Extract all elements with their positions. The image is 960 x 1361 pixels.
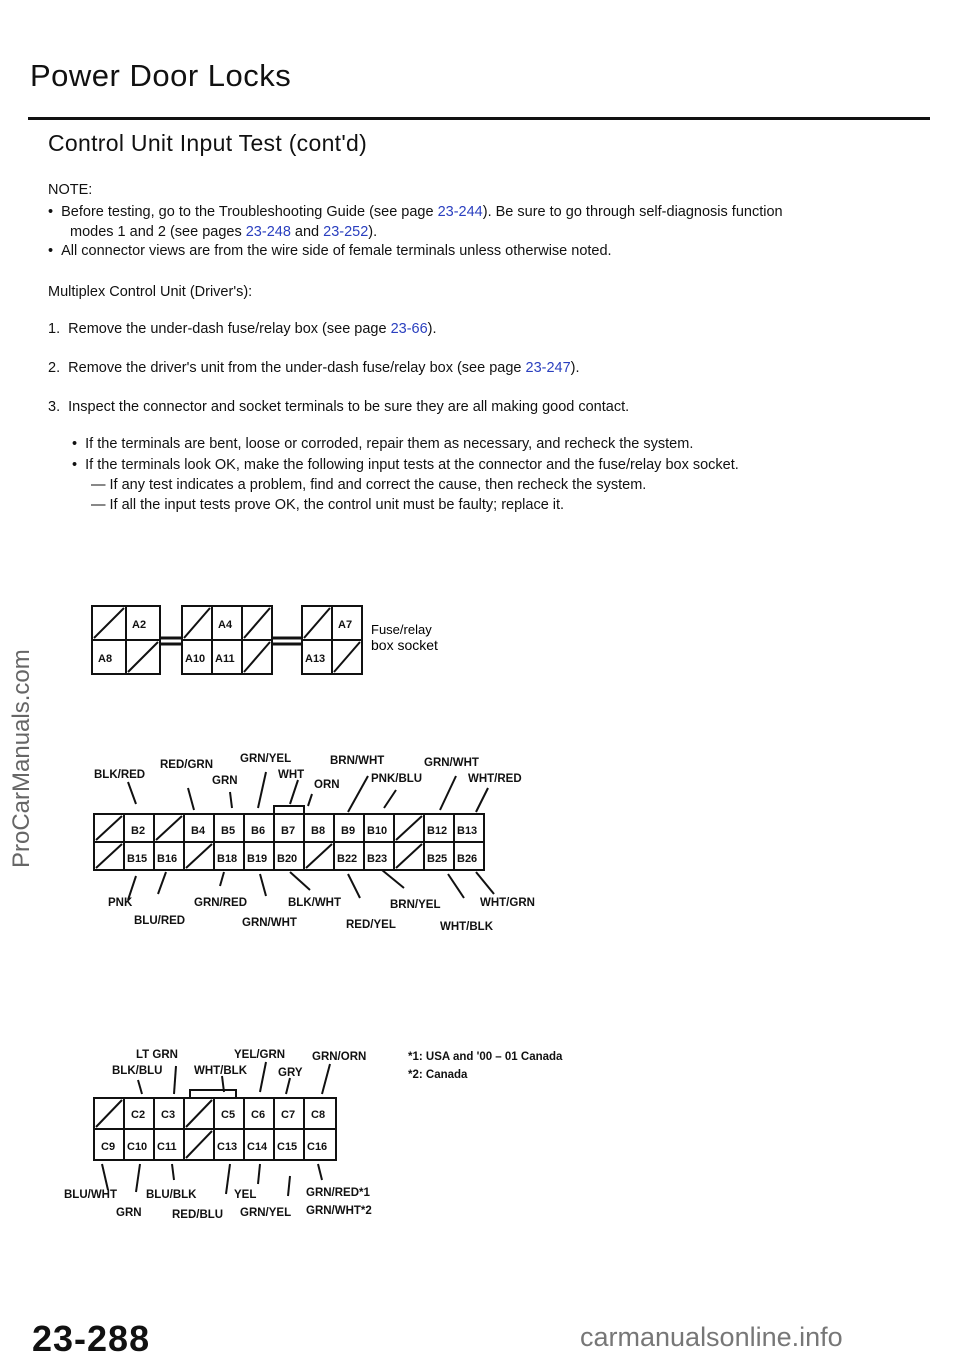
pin-A11: A11 bbox=[215, 653, 235, 665]
note-b1-text-2: ). Be sure to go through self-diagnosis function bbox=[482, 204, 783, 220]
connector-c-diagram bbox=[60, 1040, 620, 1225]
wire-label: BLU/WHT bbox=[64, 1189, 118, 1201]
note-b1-line2-text: modes 1 and 2 (see pages bbox=[70, 224, 246, 240]
pin-A13: A13 bbox=[305, 653, 326, 665]
pin-B2: B2 bbox=[131, 825, 146, 837]
step-2-end: ). bbox=[570, 360, 580, 376]
wire-label: GRN bbox=[116, 1207, 142, 1219]
pin-B8: B8 bbox=[311, 825, 326, 837]
wire-label: BLU/BLK bbox=[146, 1189, 197, 1201]
wire-label: WHT/BLK bbox=[194, 1065, 248, 1077]
wire-label: WHT/GRN bbox=[480, 897, 535, 909]
step-1-text: Remove the under-dash fuse/relay box (see page bbox=[68, 321, 391, 337]
pin-B22: B22 bbox=[337, 853, 358, 865]
note-bullet-2 bbox=[48, 241, 612, 261]
link-23-252[interactable]: 23-252 bbox=[323, 224, 369, 240]
pin-A2: A2 bbox=[132, 619, 147, 631]
link-23-248[interactable]: 23-248 bbox=[245, 224, 291, 240]
title-divider bbox=[28, 117, 930, 120]
wire-label: GRN/RED*1 bbox=[306, 1187, 370, 1199]
pin-B26: B26 bbox=[457, 853, 478, 865]
pin-C14: C14 bbox=[247, 1141, 268, 1153]
wire-label: PNK/BLU bbox=[371, 773, 423, 785]
wire-label: BLK/RED bbox=[94, 769, 146, 781]
note-b1-text: Before testing, go to the Troubleshooting Guide (see page bbox=[61, 204, 438, 220]
bullet-glyph: • bbox=[72, 457, 86, 473]
wire-label: GRN bbox=[212, 775, 238, 787]
pin-B6: B6 bbox=[251, 825, 266, 837]
wire-label: WHT bbox=[278, 769, 305, 781]
pin-C13: C13 bbox=[217, 1141, 238, 1153]
socket-label-line1: Fuse/relay bbox=[371, 622, 432, 637]
pin-C5: C5 bbox=[221, 1109, 236, 1121]
sub-bullet-1 bbox=[72, 434, 693, 454]
wire-label: GRN/RED bbox=[194, 897, 248, 909]
pin-C2: C2 bbox=[131, 1109, 146, 1121]
wire-label: BRN/YEL bbox=[390, 899, 441, 911]
wire-label: GRN/YEL bbox=[240, 753, 292, 765]
pin-C3: C3 bbox=[161, 1109, 176, 1121]
link-23-244[interactable]: 23-244 bbox=[437, 204, 483, 220]
pin-C7: C7 bbox=[281, 1109, 296, 1121]
pin-C9: C9 bbox=[101, 1141, 116, 1153]
wire-label: YEL bbox=[234, 1189, 257, 1201]
pin-C15: C15 bbox=[277, 1141, 298, 1153]
bullet-glyph: • bbox=[72, 436, 86, 452]
footnote-1: *1: USA and '00 – 01 Canada bbox=[408, 1051, 563, 1063]
pin-C16: C16 bbox=[307, 1141, 328, 1153]
pin-C10: C10 bbox=[127, 1141, 148, 1153]
sub-bullet-1-text: If the terminals are bent, loose or corroded, repair them as necessary, and recheck the system. bbox=[85, 436, 694, 452]
link-23-66[interactable]: 23-66 bbox=[390, 321, 428, 337]
pin-A7: A7 bbox=[338, 619, 353, 631]
wire-label: PNK bbox=[108, 897, 133, 909]
wire-label: RED/GRN bbox=[160, 759, 214, 771]
step-2 bbox=[48, 358, 580, 378]
dash-item-1: — If any test indicates a problem, find and correct the cause, then recheck the system. bbox=[91, 477, 647, 493]
wire-label: GRN/WHT bbox=[424, 757, 479, 769]
bullet-glyph: • bbox=[48, 243, 62, 259]
note-bullet-1-line2 bbox=[70, 222, 377, 242]
wire-label: BLK/WHT bbox=[288, 897, 342, 909]
pin-B25: B25 bbox=[427, 853, 448, 865]
sub-bullet-2 bbox=[72, 455, 739, 475]
note-heading: NOTE: bbox=[48, 182, 93, 198]
step-1-number: 1. bbox=[48, 321, 61, 337]
pin-B10: B10 bbox=[367, 825, 388, 837]
pin-B19: B19 bbox=[247, 853, 268, 865]
step-2-number: 2. bbox=[48, 360, 61, 376]
footnote-2: *2: Canada bbox=[408, 1069, 468, 1081]
wire-label: GRN/WHT bbox=[242, 917, 297, 929]
wire-label: ORN bbox=[314, 779, 340, 791]
wire-label: GRN/YEL bbox=[240, 1207, 292, 1219]
section-subtitle: Control Unit Input Test (cont'd) bbox=[48, 130, 368, 156]
watermark: ProCarManuals.com bbox=[8, 649, 35, 868]
pin-B23: B23 bbox=[367, 853, 388, 865]
connector-b-diagram bbox=[90, 748, 560, 938]
wire-label: LT GRN bbox=[136, 1049, 178, 1061]
bullet-glyph: • bbox=[48, 204, 62, 220]
wire-label: RED/YEL bbox=[346, 919, 396, 931]
pin-C8: C8 bbox=[311, 1109, 326, 1121]
pin-B5: B5 bbox=[221, 825, 236, 837]
pin-C6: C6 bbox=[251, 1109, 266, 1121]
step-1 bbox=[48, 319, 437, 339]
step-2-text: Remove the driver's unit from the under-dash fuse/relay box (see page bbox=[68, 360, 526, 376]
socket-label-line2: box socket bbox=[371, 637, 438, 653]
page-title: Power Door Locks bbox=[30, 58, 292, 93]
note-b1-and: and bbox=[290, 224, 324, 240]
note-b2-text: All connector views are from the wire side of female terminals unless otherwise noted. bbox=[61, 243, 612, 259]
pin-B16: B16 bbox=[157, 853, 178, 865]
section-heading: Multiplex Control Unit (Driver's): bbox=[48, 284, 253, 300]
link-23-247[interactable]: 23-247 bbox=[525, 360, 571, 376]
wire-label: GRN/ORN bbox=[312, 1051, 367, 1063]
sub-bullet-2-text: If the terminals look OK, make the following input tests at the connector and the fuse/relay box socket. bbox=[85, 457, 739, 473]
wire-label: BRN/WHT bbox=[330, 755, 385, 767]
wire-label: RED/BLU bbox=[172, 1209, 224, 1221]
pin-B7: B7 bbox=[281, 825, 296, 837]
note-b1-end: ). bbox=[368, 224, 378, 240]
step-3 bbox=[48, 397, 629, 417]
wire-label: GRY bbox=[278, 1067, 303, 1079]
step-1-end: ). bbox=[427, 321, 437, 337]
pin-B15: B15 bbox=[127, 853, 148, 865]
wire-label: BLK/BLU bbox=[112, 1065, 163, 1077]
pin-A8: A8 bbox=[98, 653, 113, 665]
page-number: 23-288 bbox=[32, 1318, 151, 1359]
wire-label: WHT/BLK bbox=[440, 921, 494, 933]
note-bullet-1 bbox=[48, 202, 928, 222]
step-3-number: 3. bbox=[48, 399, 61, 415]
pin-B12: B12 bbox=[427, 825, 448, 837]
wire-label: WHT/RED bbox=[468, 773, 522, 785]
fuse-relay-socket-diagram bbox=[90, 600, 470, 680]
dash-item-2: — If all the input tests prove OK, the control unit must be faulty; replace it. bbox=[91, 497, 565, 513]
wire-label: YEL/GRN bbox=[234, 1049, 286, 1061]
footer-site: carmanualsonline.info bbox=[580, 1322, 843, 1352]
pin-A10: A10 bbox=[185, 653, 206, 665]
wire-label: BLU/RED bbox=[134, 915, 186, 927]
pin-B13: B13 bbox=[457, 825, 478, 837]
pin-A4: A4 bbox=[218, 619, 233, 631]
wire-label: GRN/WHT*2 bbox=[306, 1205, 372, 1217]
step-3-text: Inspect the connector and socket terminals to be sure they are all making good contact. bbox=[68, 399, 630, 415]
pin-B18: B18 bbox=[217, 853, 238, 865]
pin-B4: B4 bbox=[191, 825, 206, 837]
pin-B20: B20 bbox=[277, 853, 298, 865]
pin-C11: C11 bbox=[157, 1141, 177, 1153]
pin-B9: B9 bbox=[341, 825, 356, 837]
